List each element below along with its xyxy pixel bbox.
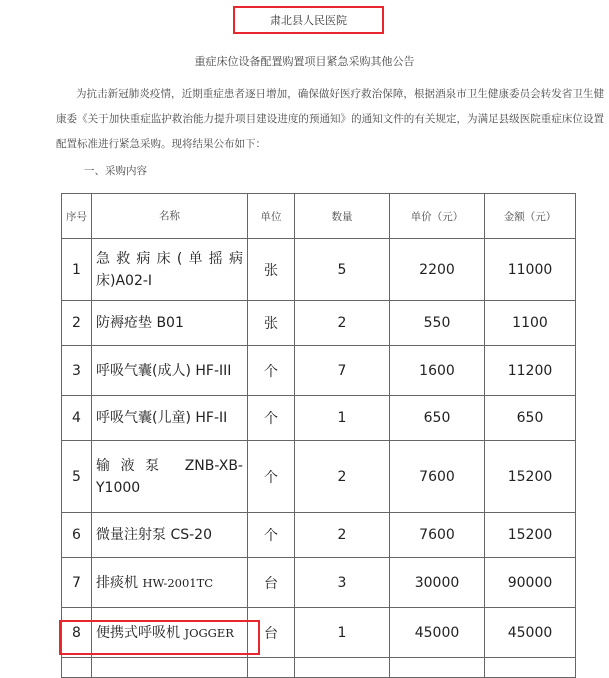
- procurement-table: [61, 193, 576, 678]
- cell-qty: 2: [295, 441, 390, 513]
- cell-price: 650: [390, 396, 485, 441]
- cell-qty: 2: [295, 513, 390, 558]
- cell-no: 3: [62, 346, 92, 396]
- cell-price: 550: [390, 301, 485, 346]
- table-row: [62, 558, 576, 608]
- cell-name: 呼吸气囊(儿童) HF-II: [92, 396, 248, 441]
- table-row: [62, 346, 576, 396]
- hospital-name-highlight: [233, 6, 384, 34]
- cell-name: [92, 558, 248, 608]
- header-qty: 数量: [295, 194, 390, 239]
- cell-name-model: HW-2001TC: [142, 575, 214, 590]
- cell-unit: 个: [248, 513, 295, 558]
- cell-price: 1600: [390, 346, 485, 396]
- cell-unit: 张: [248, 239, 295, 301]
- section-title: 一、采购内容: [84, 165, 147, 177]
- cell-unit: 张: [248, 301, 295, 346]
- cell-name: 防褥疮垫 B01: [92, 301, 248, 346]
- header-unit: 单位: [248, 194, 295, 239]
- cell-name: 输液泵 ZNB-XB-Y1000: [92, 441, 248, 513]
- table-row: [62, 396, 576, 441]
- cell-price: 45000: [390, 608, 485, 658]
- cell-no: 4: [62, 396, 92, 441]
- cell-price: 7600: [390, 513, 485, 558]
- header-name: 名称: [92, 194, 248, 239]
- cell-amount: 650: [485, 396, 576, 441]
- cell-name: 微量注射泵 CS-20: [92, 513, 248, 558]
- cell-unit: 台: [248, 558, 295, 608]
- cell-unit: 个: [248, 396, 295, 441]
- table-header-row: [62, 194, 576, 239]
- header-no: 序号: [62, 194, 92, 239]
- header-price: 单价（元）: [390, 194, 485, 239]
- cell-name: 急救病床(单摇病床)A02-I: [92, 239, 248, 301]
- cell-amount: 90000: [485, 558, 576, 608]
- cell-no: 2: [62, 301, 92, 346]
- cell-qty: 1: [295, 396, 390, 441]
- table-row: [62, 239, 576, 301]
- cell-price: 2200: [390, 239, 485, 301]
- table-row-partial: [62, 658, 576, 678]
- cell-name: [92, 608, 248, 658]
- cell-amount: 11200: [485, 346, 576, 396]
- cell-qty: 5: [295, 239, 390, 301]
- cell-price: 7600: [390, 441, 485, 513]
- cell-amount: 15200: [485, 513, 576, 558]
- cell-no: 5: [62, 441, 92, 513]
- cell-name-cn: 便携式呼吸机: [96, 624, 180, 641]
- cell-no: 6: [62, 513, 92, 558]
- table-row: [62, 441, 576, 513]
- cell-name-cn: 排痰机: [96, 574, 138, 591]
- cell-price: 30000: [390, 558, 485, 608]
- cell-unit: 个: [248, 346, 295, 396]
- table-row: [62, 301, 576, 346]
- cell-unit: 个: [248, 441, 295, 513]
- cell-no: 7: [62, 558, 92, 608]
- table-row: [62, 513, 576, 558]
- cell-amount: 1100: [485, 301, 576, 346]
- cell-no: 8: [62, 608, 92, 658]
- cell-qty: 2: [295, 301, 390, 346]
- intro-paragraph: 为抗击新冠肺炎疫情，近期重症患者逐日增加，确保做好医疗救治保障，根据酒泉市卫生健康委员会转发省卫生健康委《关于加快重症监护救治能力提升项目建设进度的预通知》的通知文件的有关规定，为满足县级医院重症床位设置配置标准进行紧急采购。现将结果公布如下：: [56, 88, 604, 150]
- cell-qty: 7: [295, 346, 390, 396]
- header-amount: 金额（元）: [485, 194, 576, 239]
- cell-name: 呼吸气囊(成人) HF-III: [92, 346, 248, 396]
- cell-amount: 45000: [485, 608, 576, 658]
- cell-amount: 11000: [485, 239, 576, 301]
- document-title: 重症床位设备配置购置项目紧急采购其他公告: [194, 55, 415, 68]
- cell-unit: 台: [248, 608, 295, 658]
- hospital-name: 肃北县人民医院: [270, 14, 347, 27]
- cell-qty: 1: [295, 608, 390, 658]
- table-row: [62, 608, 576, 658]
- cell-no: 1: [62, 239, 92, 301]
- cell-name-model: JOGGER: [184, 625, 234, 640]
- cell-amount: 15200: [485, 441, 576, 513]
- cell-qty: 3: [295, 558, 390, 608]
